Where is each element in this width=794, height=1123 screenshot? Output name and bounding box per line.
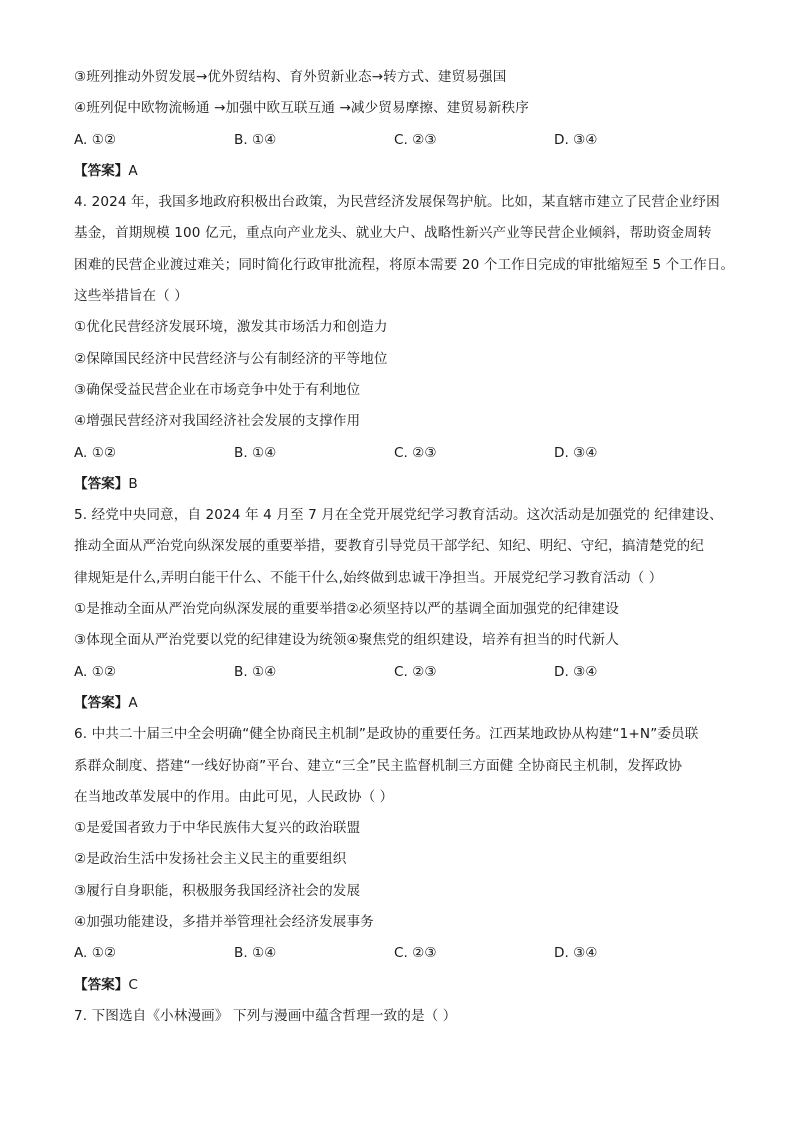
q4-stem-line: 这些举措旨在（ ） [74, 288, 188, 305]
q5-stem-line: 推动全面从严治党向纵深发展的重要举措，要教育引导党员干部学纪、知纪、明纪、守纪，搞清楚党的纪 [74, 538, 704, 555]
q5-option-b: B. ①④ [234, 663, 277, 680]
q6-stem-line: 6. 中共二十届三中全会明确“健全协商民主机制”是政协的重要任务。江西某地政协从构建“1+N”委员联 [74, 726, 699, 743]
q5-answer-label: 【答案】 [74, 694, 129, 711]
q5-options [74, 657, 734, 688]
q4-options [74, 438, 734, 469]
q5-stem-line: 5. 经党中央同意，自 2024 年 4 月至 7 月在全党开展党纪学习教育活动。这次活动是加强党的 纪律建设、 [74, 507, 723, 524]
q6-option-b: B. ①④ [234, 945, 277, 962]
q6-answer-label: 【答案】 [74, 976, 129, 993]
q3-item-3: ③班列推动外贸发展→优外贸结构、育外贸新业态→转方式、建贸易强国 [74, 69, 507, 85]
q3-option-b: B. ①④ [234, 131, 277, 148]
question-4 [74, 187, 734, 500]
q6-stem-line: 在当地改革发展中的作用。由此可见，人民政协（ ） [74, 788, 394, 805]
q5-items-1-2: ①是推动全面从严治党向纵深发展的重要举措②必须坚持以严的基调全面加强党的纪律建设 [74, 601, 619, 618]
q6-options [74, 938, 734, 969]
exam-page [74, 62, 734, 1032]
q3-option-d: D. ③④ [554, 131, 598, 148]
q6-item-3: ③履行自身职能，积极服务我国经济社会的发展 [74, 882, 361, 899]
q3-answer-label: 【答案】 [74, 162, 129, 179]
q5-option-d: D. ③④ [554, 663, 598, 680]
q5-stem-line: 律规矩是什么,弄明白能干什么、不能干什么,始终做到忠诚干净担当。开展党纪学习教育活动（ ） [74, 569, 663, 586]
q6-answer [74, 970, 734, 1001]
q6-stem-line: 系群众制度、搭建“一线好协商”平台、建立“三全”民主监督机制三方面健 全协商民主机制，发挥政协 [74, 757, 683, 774]
q3-answer-value: A [128, 162, 138, 179]
q6-answer-value: C [128, 976, 138, 993]
q5-answer [74, 688, 734, 719]
question-7 [74, 1001, 734, 1032]
q3-item-4: ④班列促中欧物流畅通 →加强中欧互联互通 →减少贸易摩擦、建贸易新秩序 [74, 100, 529, 117]
q6-option-c: C. ②③ [394, 945, 437, 962]
q5-option-a: A. ①② [74, 663, 117, 680]
q4-answer [74, 469, 734, 500]
q4-answer-label: 【答案】 [74, 475, 129, 492]
q6-item-1: ①是爱国者致力于中华民族伟大复兴的政治联盟 [74, 820, 361, 837]
q5-items-3-4: ③体现全面从严治党要以党的纪律建设为统领④聚焦党的组织建设，培养有担当的时代新人 [74, 632, 619, 649]
q6-option-a: A. ①② [74, 945, 117, 962]
question-3 [74, 62, 734, 187]
q4-item-2: ②保障国民经济中民营经济与公有制经济的平等地位 [74, 350, 388, 367]
question-5 [74, 500, 734, 719]
q4-answer-value: B [128, 475, 138, 492]
q5-option-c: C. ②③ [394, 663, 437, 680]
q3-answer [74, 156, 734, 187]
q4-item-3: ③确保受益民营企业在市场竞争中处于有利地位 [74, 381, 361, 398]
q4-stem-line: 困难的民营企业渡过难关；同时简化行政审批流程，将原本需要 20 个工作日完成的审批缩短至 5 个工作日。 [74, 256, 735, 273]
q4-stem-line: 4. 2024 年，我国多地政府积极出台政策，为民营经济发展保驾护航。比如，某直辖市建立了民营企业纾困 [74, 194, 720, 211]
q4-option-c: C. ②③ [394, 444, 437, 461]
q4-item-4: ④增强民营经济对我国经济社会发展的支撑作用 [74, 413, 361, 430]
q4-option-b: B. ①④ [234, 444, 277, 461]
q3-option-c: C. ②③ [394, 131, 437, 148]
q6-item-4: ④加强功能建设，多措并举管理社会经济发展事务 [74, 914, 374, 931]
q5-answer-value: A [128, 694, 138, 711]
question-6 [74, 719, 734, 1001]
q4-stem-line: 基金，首期规模 100 亿元，重点向产业龙头、就业大户、战略性新兴产业等民营企业倾斜，帮助资金周转 [74, 225, 712, 242]
q4-option-d: D. ③④ [554, 444, 598, 461]
q7-stem: 7. 下图选自《小林漫画》 下列与漫画中蕴含哲理一致的是（ ） [74, 1007, 457, 1024]
q4-item-1: ①优化民营经济发展环境，激发其市场活力和创造力 [74, 319, 388, 336]
q4-option-a: A. ①② [74, 444, 117, 461]
q3-options [74, 125, 734, 156]
q3-option-a: A. ①② [74, 131, 117, 148]
q6-item-2: ②是政治生活中发扬社会主义民主的重要组织 [74, 851, 347, 868]
q6-option-d: D. ③④ [554, 945, 598, 962]
